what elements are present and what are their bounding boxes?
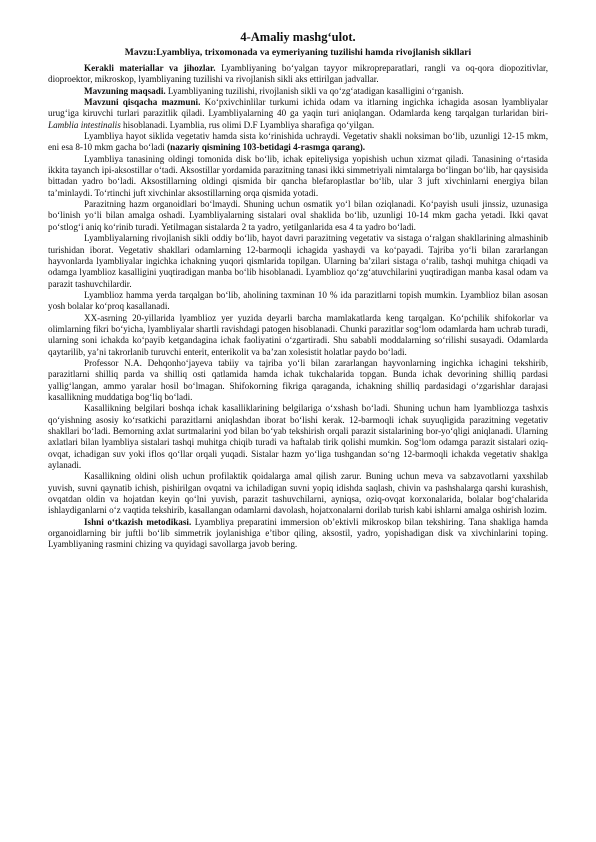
paragraph-development: [48, 233, 548, 290]
paragraph-summary: [48, 97, 548, 131]
paragraph-lead: Ishni o‘tkazish metodikasi.: [84, 516, 192, 527]
paragraph-text: Lyambliyaning bo‘yalgan tayyor mikropreparatlari, rangli va oq-qora diopozitivlar, dioproektor, mikroskop, lyambliyaning tuzilishi va rivojlanish sikli aks ettirilgan jadvallar.: [48, 63, 548, 85]
paragraph-materials: [48, 63, 548, 86]
paragraph-text: Lyambliyalarning rivojlanish sikli oddiy bo‘lib, hayot davri parazitning vegetativ va sistaga o‘ralgan shakllarining almashinib turishidan iborat. Vegetativ shakllari odamlarning 12-barmoqli ichagida yashaydi va ko‘payadi. Tajriba yo‘li bilan zararlangan hayvonlarda lyambliyalar ingichka ichakning yuqori qismlarida topilgan. Ularning ba’zilari sistaga o‘ralib, tashqi muhitga chiqadi va odamga lyamblioz kasalligini yuqtiradigan manba bo‘lib hisoblanadi. Lyamblioz qo‘zg‘atuvchilarini yuqtiradigan manba kasal odam va parazit tashuvchilardir.: [48, 233, 548, 289]
paragraph-lead: Mavzuni qisqacha mazmuni.: [84, 97, 201, 108]
paragraph-goal: [48, 86, 548, 97]
paragraph-lead: Kerakli materiallar va jihozlar.: [84, 63, 216, 73]
paragraph-text: Lyambliya tanasining oldingi tomonida disk bo‘lib, ichak epiteliysiga yopishish uchun xizmat qiladi. Tanasining o‘rtasida ikkita tayanch ipi-aksostillar o‘tadi. Aksostillar yordamida parazitning tanasi ikki simmetriyali nimtalarga bo‘lingan bo‘lib, har qaysisida bittadan yadro bo‘ladi. Aksostillarning oldingi qismida bir qancha blefaroplastlar bo‘lib, ular 3 juft xivchinlarni energiya bilan ta’minlaydi. To‘rtinchi juft xivchinlar aksostillarning orqa qismida yotadi.: [48, 153, 548, 198]
paragraph-prevention: [48, 471, 548, 516]
figure-reference: (nazariy qismining 103-betidagi 4-rasmga qarang).: [167, 142, 366, 153]
paragraph-text: XX-asrning 20-yillarida lyamblioz yer yuzida deyarli barcha mamlakatlarda keng tarqalgan. Ko‘pchilik shifokorlar va olimlarning fikri bo‘yicha, lyambliyalar shartli ravishdagi patogen hisoblanadi. Chunki parazitlar sog‘lom odamlarda ham uchrab turadi, ularning soni ichakda ko‘payib ketgandagina ichak faoliyatini o‘zgartiradi. Shu sababli moddalarning so‘rilishi susayadi. Odamlarda qaytarilib, ya’ni takrorlanib turuvchi enterit, enterikolit va ba’zan xolesistit holatlar paydo bo‘ladi.: [48, 312, 548, 357]
paragraph-nutrition: [48, 199, 548, 233]
paragraph-text: Lyambliya hayot siklida vegetativ hamda sista ko‘rinishida uchraydi. Vegetativ shakli noksiman bo‘lib, uzunligi 12-15 mkm, eni esa 8-10 mkm gacha bo‘ladi: [48, 131, 548, 153]
species-name-italic: Lamblia intestinalis: [48, 119, 121, 130]
paragraph-text: Kasallikning oldini olish uchun profilaktik qoidalarga amal qilish zarur. Buning uchun meva va sabzavotlarni yaxshilab yuvish, suvni qaynatib ichish, pishirilgan ovqatni va ichiladigan suvni yopiq idishda saqlash, chivin va pashshalarga qarshi kurashish, ovqatdan oldin va hojatdan keyin qo‘lni yuvish, parazit tashuvchilarni, ayniqsa, oziq-ovqat korxonalarida, bolalar bog‘chalarida ishlaydiganlarni o‘z vaqtida tekshirib, kasallangan odamlarni davolash, hojatxonalarni dorilab turish kabi ishlarni amalga oshirish lozim.: [48, 471, 548, 516]
paragraph-lead: Mavzuning maqsadi.: [84, 85, 166, 96]
paragraph-text: Lyambliya preparatini immersion ob’ektivli mikroskop bilan tekshiring. Tana shakliga hamda organoidlarning bir juftli bo‘lib simmetrik joylanishiga e’tibor qiling, aksostil, yadro, yopishadigan disk va xivchinlarini toping. Lyambliyaning rasmini chizing va quyidagi savollarga javob bering.: [48, 516, 548, 550]
paragraph-research: [48, 358, 548, 403]
paragraph-text: Kasallikning belgilari boshqa ichak kasalliklarining belgilariga o‘xshash bo‘ladi. Shuning uchun ham lyambliozga tashxis qo‘yishning asosiy ko‘rsatkichi parazitlarni aniqlashdan iborat bo‘lishi kerak. 12-barmoqli ichak suyuqligida parazitning vegetativ shakllari bo‘ladi. Bemorning axlat surtmalarini yod bilan bo‘yab tekshirish orqali parazit sistalarining bor-yo‘qligi aniqlanadi. Ularning axlatlari bilan lyambliya sistalari tashqi muhitga chiqib turadi va haftalab tirik qolishi mumkin. Sog‘lom odamga parazit sistalari oziq-ovqat, ichadigan suv yoki iflos qo‘llar orqali yuqadi. Sistalar hazm yo‘liga tushgandan so‘ng 12-barmoqli ichakda vegetativ shaklga aylanadi.: [48, 403, 548, 471]
paragraph-history: [48, 313, 548, 358]
paragraph-text: Professor N.A. Dehqonho‘jayeva tabiiy va tajriba yo‘li bilan zararlangan hayvonlarning ingichka ichagini tekshirib, parazitlarni shilliq parda va shilliq osti qatlamida hamda ichak tukchalarida topgan. Bunda ichak devorining shilliq pardasi yallig‘langan, ammo yaralar hosil bo‘lmagan. Shifokorning fikriga qaraganda, ichakning shilliq pardasidagi o‘zgarishlar darajasi kasallikning muddatiga bog‘liq bo‘ladi.: [48, 357, 548, 402]
paragraph-text: Lyamblioz hamma yerda tarqalgan bo‘lib, aholining taxminan 10 % ida parazitlarni topish mumkin. Lyamblioz bilan asosan yosh bolalar ko‘proq kasallanadi.: [48, 289, 548, 312]
paragraph-methodology: [48, 517, 548, 551]
page-title: 4-Amaliy mashg‘ulot.: [240, 30, 356, 44]
paragraph-text: Lyambliyaning tuzilishi, rivojlanish sikli va qo‘zg‘atadigan kasalligini o‘rganish.: [165, 85, 464, 96]
paragraph-anatomy: [48, 154, 548, 199]
page-subtitle: Mavzu:Lyambliya, trixomonada va eymeriyaning tuzilishi hamda rivojlanish sikllari: [124, 47, 472, 58]
paragraph-text: Ko‘pxivchinlilar turkumi ichida odam va itlarning ingichka ichagida asosan lyambliyalar urug‘iga kiruvchi turlari parazitlik qiladi. Lyambliyalarning 40 ga yaqin turi aniqlangan. Odamlarda keng tarqalgan turlaridan biri-: [48, 97, 548, 119]
paragraph-text-continued: hisoblanadi. Lyamblia, rus olimi D.F Lyambliya sharafiga qo‘yilgan.: [120, 119, 375, 130]
paragraph-diagnosis: [48, 403, 548, 471]
paragraph-text: Parazitning hazm organoidlari bo‘lmaydi. Shuning uchun osmatik yo‘l bilan oziqlanadi. Ko‘payish usuli jinssiz, uzunasiga bo‘linish yo‘li bilan amalga oshadi. Lyambliyalarning sistalari oval shaklida bo‘lib, uzunligi 10-14 mkm gacha yetadi. Ikki qavat po‘stlog‘i aniq ko‘rinib turadi. Yetilmagan sistalarda 2 ta yadro, yetilganlarida esa 4 ta yadro bo‘ladi.: [48, 199, 548, 232]
paragraph-life-cycle: [48, 131, 548, 154]
paragraph-prevalence: [48, 290, 548, 313]
